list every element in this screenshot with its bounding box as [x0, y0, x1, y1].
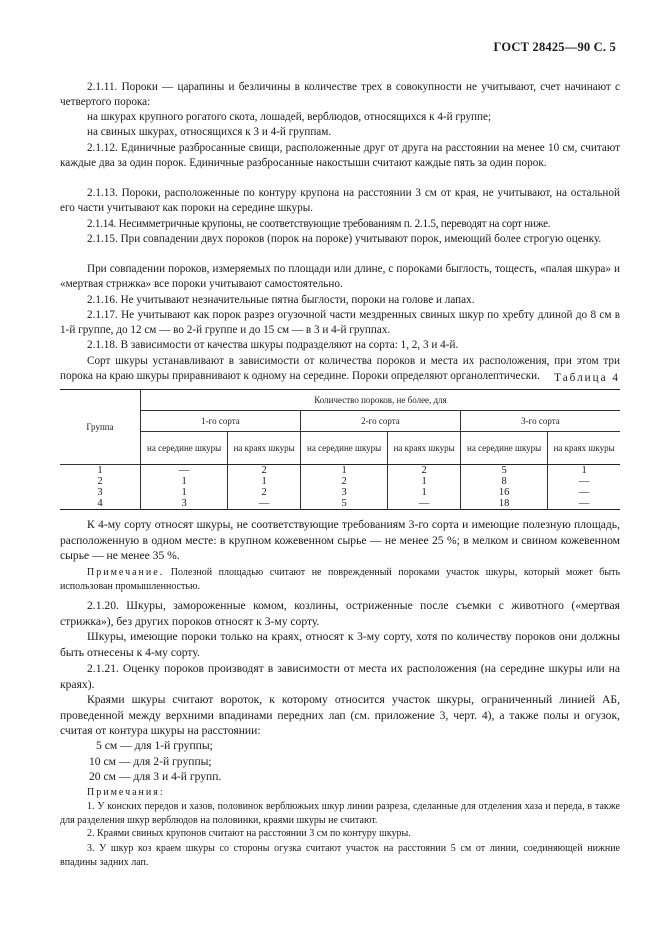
table-cell: 5: [301, 498, 388, 510]
table-cell: 1: [141, 476, 228, 487]
defects-table: [60, 389, 620, 510]
col-group-header: Группа: [60, 390, 141, 465]
sort-2-header: 2-го сорта: [301, 411, 461, 432]
table-cell: 1: [548, 465, 620, 477]
paragraph-edges-def: Краями шкуры считают вороток, к которому относится участок шкуры, ограниченный линией АБ, проведенной между верхними впадинами передних лап (см. приложение 3, черт. 4), а также полы и огузок, считая от контура шкуры на расстоянии:: [60, 693, 620, 737]
paragraph-list-item: на шкурах крупного рогатого скота, лошадей, верблюдов, относящихся к 4-й группе;: [87, 111, 492, 123]
table-row: [60, 465, 620, 477]
table-cell: 5: [461, 465, 548, 477]
note-item: 2. Краями свиных крупонов считают на расстоянии 3 см по контуру шкуры.: [87, 828, 411, 839]
table-cell: —: [388, 498, 461, 510]
table-cell: 16: [461, 487, 548, 498]
super-header: Количество пороков, не более, для: [141, 390, 621, 411]
table-cell: 1: [301, 465, 388, 477]
sub-header-edge: на краях шкуры: [548, 432, 620, 465]
paragraph-2-1-21: 2.1.21. Оценку пороков производят в зависимости от места их расположения (на середине шкуры или на краях).: [60, 662, 620, 691]
table-cell: 2: [388, 465, 461, 477]
table-cell: 3: [141, 498, 228, 510]
table-caption: Таблица 4: [554, 372, 620, 384]
page-header: ГОСТ 28425—90 С. 5: [493, 40, 616, 54]
paragraph-2-1-17: 2.1.17. Не учитывают как порок разрез огузочной части мездренных свиных шкур по хребту длиной до 8 см в 1-й группе, до 12 см — во 2-й группе и до 15 см — в 3 и 4-й группах.: [60, 309, 620, 337]
paragraph-2-1-15: 2.1.15. При совпадении двух пороков (порок на пороке) учитывают порок, имеющий более строгую оценку.: [87, 233, 602, 245]
paragraph-list-item: на свиных шкурах, относящихся к 3 и 4-й группам.: [87, 126, 332, 138]
paragraph-2-1-12: 2.1.12. Единичные разбросанные свищи, расположенные друг от друга на расстоянии на менее 10 см, считают каждые два за один порок. Единичные разбросанные накостыши считают каждые пять за один порок.: [60, 142, 620, 170]
table-cell: —: [141, 465, 228, 477]
paragraph-2-1-20: 2.1.20. Шкуры, замороженные комом, козлины, остриженные после съемки с животного («мертвая стрижка»), без других пороков относят к 3-му сорту.: [60, 599, 620, 628]
notes-label: Примечания:: [87, 787, 165, 798]
sub-header-middle: на середине шкуры: [141, 432, 228, 465]
table-cell: 18: [461, 498, 548, 510]
table-cell: 1: [228, 476, 301, 487]
table-cell: —: [228, 498, 301, 510]
paragraph-coincidence: При совпадении пороков, измеряемых по площади или длине, с пороками быглость, тощесть, «палая шкура» и «мертвая стрижка» все пороки учитывают самостоятельно.: [60, 263, 620, 291]
table-cell: 1: [388, 476, 461, 487]
table-cell: 2: [228, 465, 301, 477]
note-text: Полезной площадью считают не поврежденный пороками участок шкуры, который может быть использован промышленностью.: [60, 567, 621, 592]
sub-header-middle: на середине шкуры: [461, 432, 548, 465]
note-item: 3. У шкур коз краем шкуры со стороны огузка считают участок на расстоянии 5 см от линии, соединяющей нижние впадины задних лап.: [60, 843, 620, 868]
paragraph-2-1-18: 2.1.18. В зависимости от качества шкуры подразделяют на сорта: 1, 2, 3 и 4-й.: [87, 339, 459, 351]
table-cell: 2: [60, 476, 141, 487]
note-useful-area: [60, 566, 620, 593]
paragraph-2-1-14: 2.1.14. Несимметричные крупоны, не соответствующие требованиям п. 2.1.5, переводят на сорт ниже.: [87, 218, 551, 230]
table-row: [60, 487, 620, 498]
paragraph-edge-defects: Шкуры, имеющие пороки только на краях, относят к 3-му сорту, хотя по количеству пороков они должны быть отнесены к 4-му сорту.: [60, 630, 620, 659]
paragraph-2-1-13: 2.1.13. Пороки, расположенные по контуру крупона на расстоянии 3 см от края, не учитывают, на остальной его части учитывают как пороки на середине шкуры.: [60, 187, 620, 215]
table-cell: —: [548, 498, 620, 510]
table-cell: 1: [60, 465, 141, 477]
table-cell: —: [548, 476, 620, 487]
paragraph-4th-sort: К 4-му сорту относят шкуры, не соответствующие требованиям 3-го сорта и имеющие полезную площадь, расположенную в одном месте: в крупном кожевенном сырье — не менее 25 %; в мелком и свином кожевенном сырье — не менее 35 %.: [60, 518, 620, 562]
paragraph-2-1-16: 2.1.16. Не учитывают незначительные пятна быглости, пороки на голове и лапах.: [87, 294, 475, 306]
table-cell: 4: [60, 498, 141, 510]
table-cell: 2: [301, 476, 388, 487]
list-item: 10 см — для 2-й группы;: [89, 755, 212, 768]
note-label: Примечание.: [87, 567, 165, 578]
paragraph-2-1-11: 2.1.11. Пороки — царапины и безличины в количестве трех в совокупности не учитывают, счет начинают с четвертого порока:: [60, 81, 620, 109]
table-cell: 8: [461, 476, 548, 487]
list-item: 5 см — для 1-й группы;: [96, 739, 213, 752]
list-item: 20 см — для 3 и 4-й групп.: [89, 770, 222, 783]
sort-1-header: 1-го сорта: [141, 411, 301, 432]
table-cell: 3: [60, 487, 141, 498]
table-cell: 1: [141, 487, 228, 498]
note-item: 1. У конских передов и хазов, половинок верблюжьих шкур линии разреза, сделанные для отделения хаза и переда, в также для разделения шкур верблюдов на половинки, краями шкуры не считают.: [60, 801, 620, 826]
table-cell: 1: [388, 487, 461, 498]
table-row: [60, 476, 620, 487]
table-cell: 3: [301, 487, 388, 498]
sub-header-middle: на середине шкуры: [301, 432, 388, 465]
table-cell: —: [548, 487, 620, 498]
table-row: [60, 498, 620, 510]
sort-3-header: 3-го сорта: [461, 411, 621, 432]
paragraph-sort: Сорт шкуры устанавливают в зависимости от количества пороков и места их расположения, при этом три порока на краю шкуры приравнивают к одному на середине. Пороки определяют органолептически.: [60, 355, 620, 383]
table-cell: 2: [228, 487, 301, 498]
sub-header-edge: на краях шкуры: [388, 432, 461, 465]
sub-header-edge: на краях шкуры: [228, 432, 301, 465]
